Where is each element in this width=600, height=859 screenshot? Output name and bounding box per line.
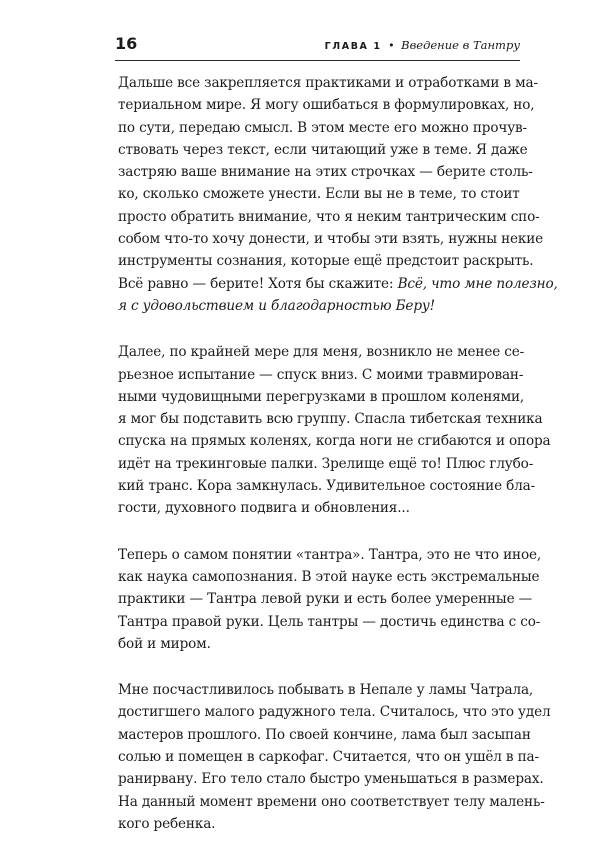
text-line xyxy=(118,273,558,295)
text-line: Далее, по крайней мере для меня, возникло не менее се- xyxy=(118,344,525,361)
text-line: Дальше все закрепляется практиками и отработками в ма- xyxy=(118,75,538,91)
text-line: ствовать через текст, если читающий уже в теме. Я даже xyxy=(118,141,528,158)
text-line: застряю ваше внимание на этих строчках — берите столь- xyxy=(118,164,533,181)
text-line: ко, сколько сможете унести. Если вы не в теме, то стоит xyxy=(118,186,520,203)
text-line: кий транс. Кора замкнулась. Удивительное состояние бла- xyxy=(118,478,536,495)
italic-quote-line: я с удовольствием и благодарностью Беру! xyxy=(118,297,435,314)
text-line: идёт на трекинговые палки. Зрелище ещё то! Плюс глубо- xyxy=(118,455,534,472)
text-line: достигшего малого радужного тела. Считалось, что это удел xyxy=(118,704,551,721)
text-line: гости, духовного подвига и обновления... xyxy=(118,500,410,517)
text-segment: Всё равно — берите! Хотя бы скажите: xyxy=(118,275,398,292)
header-rule xyxy=(115,60,520,61)
text-line: я мог бы подставить всю группу. Спасла тибетская техника xyxy=(118,411,543,428)
chapter-title: Введение в Тантру xyxy=(401,38,520,52)
text-line: териальном мире. Я могу ошибаться в формулировках, но, xyxy=(118,97,535,114)
text-line: как наука самопознания. В этой науке есть экстремальные xyxy=(118,568,540,585)
paragraph-2 xyxy=(118,341,551,519)
text-line: ранирвану. Его тело стало быстро уменьшаться в размерах. xyxy=(118,771,544,788)
chapter-heading xyxy=(325,37,520,55)
paragraph-4 xyxy=(118,679,551,835)
text-line: Теперь о самом понятии «тантра». Тантра, это не что иное, xyxy=(118,546,542,563)
text-line: Тантра правой руки. Цель тантры — достичь единства с со- xyxy=(118,613,541,630)
text-line: ными чудовищными перегрузками в прошлом коленями, xyxy=(118,388,525,405)
text-line: инструменты сознания, которые ещё предстоит раскрыть. xyxy=(118,253,534,270)
text-line: рьезное испытание — спуск вниз. С моими травмирован- xyxy=(118,366,524,383)
text-line: практики — Тантра левой руки и есть более умеренные — xyxy=(118,591,533,608)
text-line: солью и помещен в саркофаг. Считается, что он ушёл в па- xyxy=(118,749,539,766)
paragraph-1 xyxy=(118,72,558,317)
running-head xyxy=(115,34,520,58)
text-line: просто обратить внимание, что я неким тантрическим спо- xyxy=(118,208,540,225)
text-line: собом что-то хочу донести, и чтобы эти взять, нужны некие xyxy=(118,231,544,248)
text-line: бой и миром. xyxy=(118,635,211,652)
text-line: по сути, передаю смысл. В этом месте его можно прочув- xyxy=(118,119,527,136)
header-separator: • xyxy=(388,39,395,52)
text-line: кого ребенка. xyxy=(118,815,216,832)
paragraph-3 xyxy=(118,544,542,655)
text-line: Мне посчастливилось побывать в Непале у ламы Чатрала, xyxy=(118,682,534,699)
text-line: мастеров прошлого. По своей кончине, лама был засыпан xyxy=(118,726,531,743)
page-number: 16 xyxy=(115,34,138,53)
text-line: спуска на прямых коленях, когда ноги не сгибаются и опора xyxy=(118,433,551,450)
text-line: На данный момент времени оно соответствует телу малень- xyxy=(118,793,545,810)
body-text xyxy=(118,72,558,859)
italic-quote: Всё, что мне полезно, xyxy=(397,275,558,292)
chapter-label: ГЛАВА 1 xyxy=(324,41,382,52)
